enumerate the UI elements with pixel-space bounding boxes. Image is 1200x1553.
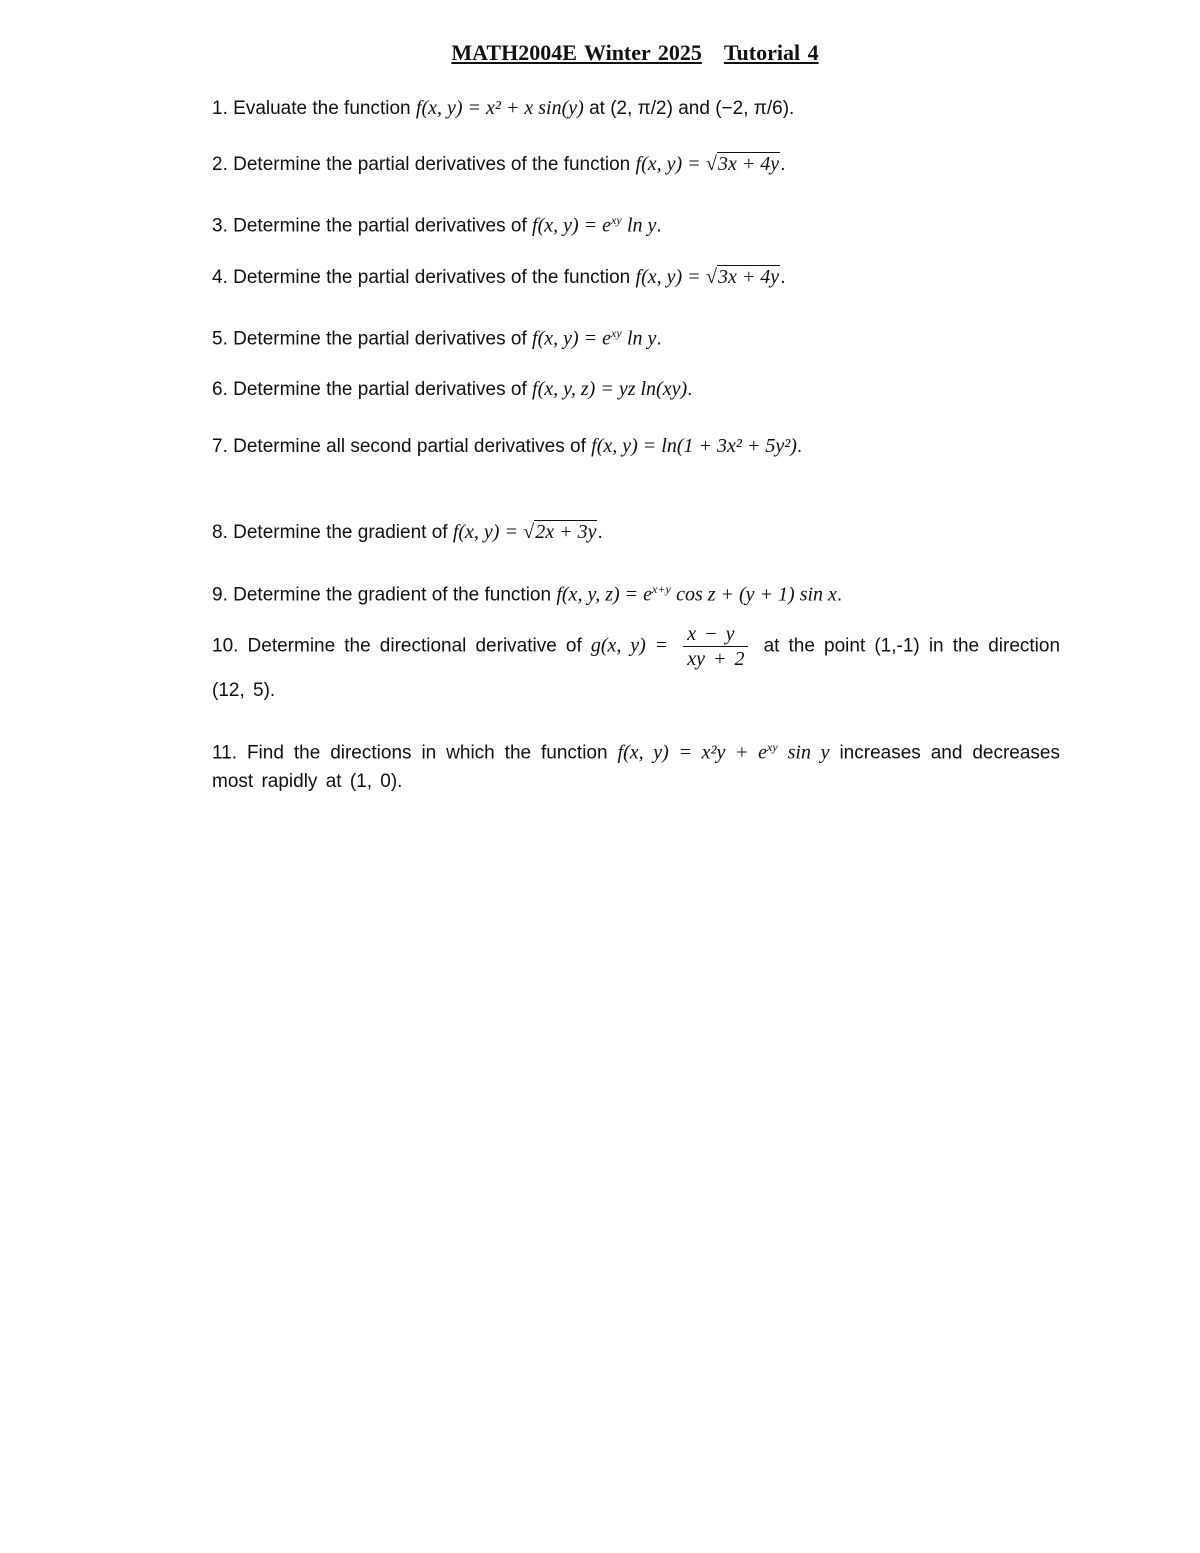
square-root: √3x + 4y (705, 266, 780, 288)
question-4 (212, 265, 1060, 290)
question-3 (212, 208, 1060, 238)
tutorial-label: Tutorial 4 (723, 40, 819, 65)
question-text-end: . (656, 328, 662, 350)
question-2 (212, 152, 1060, 177)
exponent: xy (767, 740, 778, 754)
math-expression-tail: ln y (626, 214, 657, 237)
question-text: Determine the partial derivatives of the function (233, 154, 631, 175)
question-number: 10. (212, 635, 239, 657)
radicand: 3x + 4y (717, 153, 780, 175)
math-expression: f(x, y) = x² + x sin(y) (415, 97, 584, 119)
math-expression: f(x, y) = (635, 266, 701, 288)
question-text-end: . (687, 379, 693, 400)
question-text: Determine the gradient of the function (233, 584, 552, 606)
math-expression-tail: sin y (787, 741, 830, 764)
question-11 (212, 733, 1060, 796)
math-expression: f(x, y, z) = yz ln(xy) (532, 378, 688, 400)
question-7 (212, 434, 1060, 459)
math-expression: f(x, y) = ln(1 + 3x² + 5y²) (591, 435, 797, 457)
exponent: xy (611, 213, 622, 227)
question-number: 1. (212, 98, 228, 119)
question-number: 9. (212, 584, 228, 606)
square-root: √3x + 4y (705, 153, 780, 175)
course-title: MATH2004E Winter 2025 (451, 40, 702, 65)
question-text-end: increases and decreases most rapidly at (1, 0). (212, 742, 1060, 793)
math-expression: f(x, y) = x²y + e (617, 741, 768, 764)
question-1 (212, 96, 1060, 121)
question-number: 5. (212, 328, 228, 350)
question-text-end: . (780, 154, 786, 175)
exponent: xy (611, 326, 622, 340)
question-text-end: . (780, 267, 786, 288)
question-text-end: at (2, π/2) and (−2, π/6). (589, 98, 795, 119)
fraction-denominator: xy + 2 (687, 648, 745, 670)
question-text-end: . (597, 522, 603, 543)
question-text-end: . (796, 436, 803, 457)
question-5 (212, 321, 1060, 351)
question-number: 11. (212, 742, 238, 764)
question-number: 2. (212, 154, 228, 175)
math-expression: f(x, y) = e (532, 214, 612, 237)
math-expression-tail: ln y (626, 327, 657, 350)
fraction (683, 622, 748, 671)
question-text-end: . (836, 584, 843, 606)
question-number: 6. (212, 379, 228, 400)
question-number: 7. (212, 436, 228, 457)
radicand: 2x + 3y (535, 521, 597, 543)
question-6 (212, 377, 1060, 402)
question-8 (212, 520, 1060, 545)
question-number: 8. (212, 522, 228, 543)
question-number: 3. (212, 215, 228, 237)
radicand: 3x + 4y (717, 266, 780, 288)
math-expression: g(x, y) = (590, 634, 669, 657)
question-text: Determine all second partial derivatives of (233, 436, 586, 457)
question-text: Determine the partial derivatives of (233, 379, 527, 400)
question-text: Determine the partial derivatives of (233, 215, 527, 237)
question-text: Find the directions in which the function (246, 742, 608, 764)
question-9 (212, 577, 1060, 607)
math-expression: f(x, y) = (635, 153, 701, 175)
square-root: √2x + 3y (523, 521, 597, 543)
page-title (0, 40, 1200, 66)
question-text: Evaluate the function (233, 98, 411, 119)
question-text: Determine the directional derivative of (247, 635, 582, 657)
fraction-numerator: x − y (683, 622, 748, 647)
exponent: x+y (652, 582, 671, 596)
question-number: 4. (212, 267, 228, 288)
question-text: Determine the gradient of (233, 522, 448, 543)
math-expression: f(x, y) = (452, 521, 518, 543)
math-expression: f(x, y, z) = e (556, 583, 653, 606)
question-text-end: . (656, 215, 662, 237)
math-expression-tail: cos z + (y + 1) sin x (676, 583, 837, 606)
question-text-end: at the point (1,-1) in the direction (12, 5). (212, 635, 1061, 701)
question-text: Determine the partial derivatives of (233, 328, 527, 350)
question-10 (212, 622, 1060, 711)
math-expression: f(x, y) = e (532, 327, 612, 350)
question-text: Determine the partial derivatives of the function (233, 267, 631, 288)
